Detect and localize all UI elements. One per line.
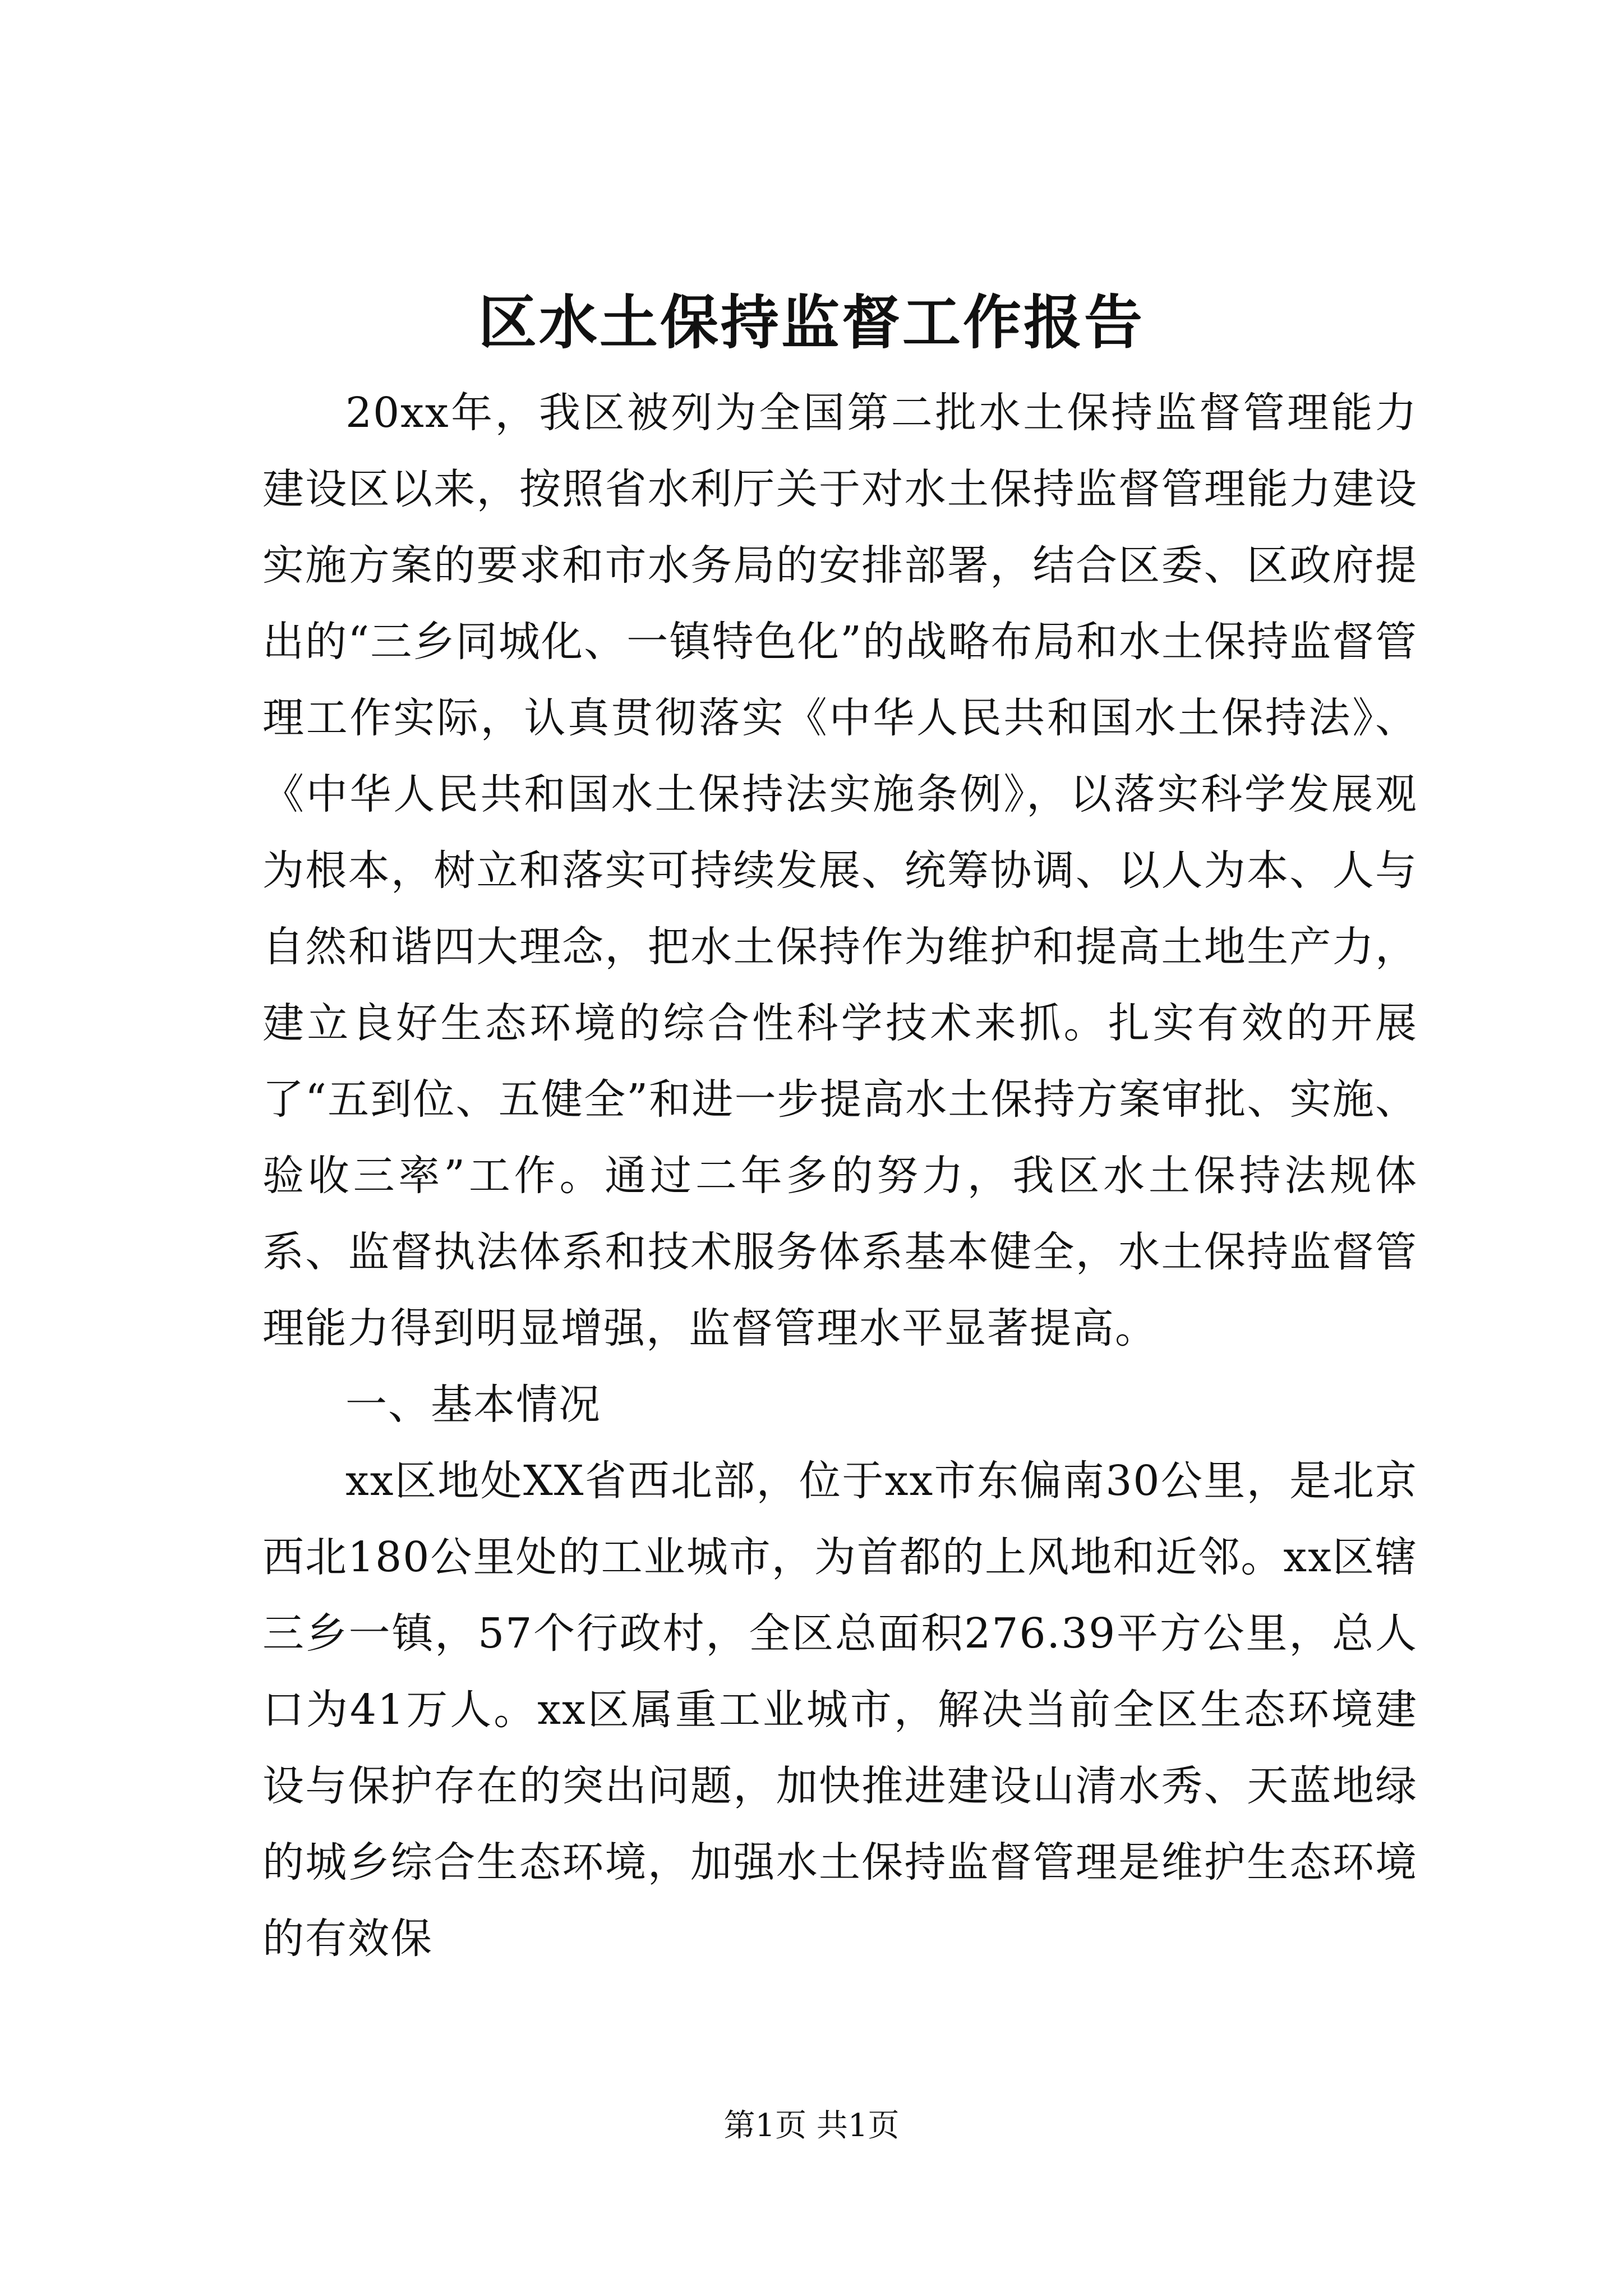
document-body	[262, 375, 1418, 1977]
section-heading: 一、基本情况	[345, 1381, 601, 1429]
page-footer: 第1页 共1页	[723, 2108, 900, 2144]
intro-paragraph: 20xx年，我区被列为全国第二批水土保持监督管理能力建设区以来，按照省水利厅关于对水土保持监督管理能力建设实施方案的要求和市水务局的安排部署，结合区委、区政府提出的“三乡同城化、一镇特色化”的战略布局和水土保持监督管理工作实际，认真贯彻落实《中华人民共和国水土保持法》、《中华人民共和国水土保持法实施条例》，以落实科学发展观为根本，树立和落实可持续发展、统筹协调、以人为本、人与自然和谐四大理念，把水土保持作为维护和提高土地生产力，建立良好生态环境的综合性科学技术来抓。扎实有效的开展了“五到位、五健全”和进一步提高水土保持方案审批、实施、验收三率”工作。通过二年多的努力，我区水土保持法规体系、监督执法体系和技术服务体系基本健全，水土保持监督管理能力得到明显增强，监督管理水平显著提高。	[262, 389, 1418, 1352]
document-title: 区水土保持监督工作报告	[478, 288, 1145, 357]
section-paragraph: xx区地处XX省西北部，位于xx市东偏南30公里，是北京西北180公里处的工业城市，为首都的上风地和近邻。xx区辖三乡一镇，57个行政村，全区总面积276.39平方公里，总人口为41万人。xx区属重工业城市，解决当前全区生态环境建设与保护存在的突出问题，加快推进建设山清水秀、天蓝地绿的城乡综合生态环境，加强水土保持监督管理是维护生态环境的有效保	[262, 1457, 1418, 1963]
